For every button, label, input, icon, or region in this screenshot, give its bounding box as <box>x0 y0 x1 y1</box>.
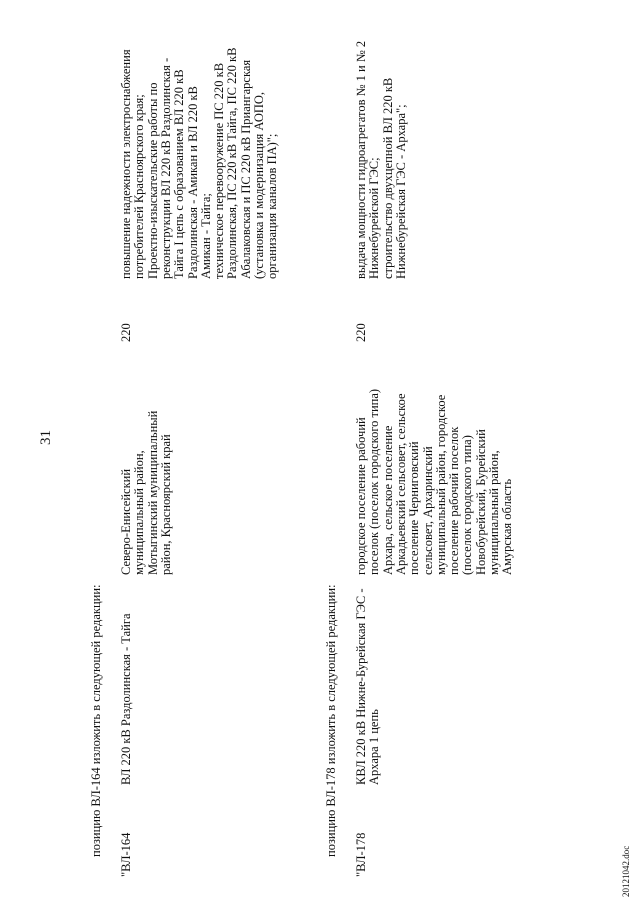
purpose-line: потребителей Красноярского края; <box>132 94 147 279</box>
page-number: 31 <box>38 430 54 445</box>
location-line: муниципальный район, <box>132 450 147 575</box>
section-2-code: "ВЛ-178 <box>354 832 368 877</box>
purpose-line: Нижнебурейская ГЭС - Архара"; <box>393 104 408 279</box>
purpose-line: Раздолинская - Амикан и ВЛ 220 кВ <box>185 86 200 279</box>
purpose-line: Проектно-изыскательские работы по <box>145 82 160 279</box>
purpose-line: Нижнебурейской ГЭС; <box>367 157 382 279</box>
section-1-name-line: ВЛ 220 кВ Раздолинская - Тайга <box>119 613 133 785</box>
location-line: Мотыгинский муниципальный <box>145 410 160 575</box>
name-line: КВЛ 220 кВ Нижне-Бурейская ГЭС - <box>354 588 368 785</box>
footer-filename: 20121042.doc <box>621 845 631 897</box>
location-line: муниципальный район, <box>487 450 501 575</box>
location-line: муниципальный район, городское <box>433 394 448 575</box>
location-line: поселение Черниговский <box>407 441 422 575</box>
purpose-line: (установка и модернизация АОПО, <box>252 91 266 279</box>
section-1-voltage: 220 <box>119 323 133 342</box>
location-line: Амурская область <box>500 478 515 575</box>
purpose-line: Амикан - Тайга; <box>198 193 213 279</box>
purpose-line: выдача мощности гидроагрегатов № 1 и № 2 <box>354 40 368 279</box>
location-line: район, Красноярский край <box>158 434 173 575</box>
purpose-line: техническое перевооружение ПС 220 кВ <box>212 62 227 279</box>
section-1-code: "ВЛ-164 <box>119 832 133 877</box>
purpose-line: реконструкции ВЛ 220 кВ Раздолинская - <box>158 57 173 279</box>
purpose-line: Раздолинская, ПС 220 кВ Тайга, ПС 220 кВ <box>225 47 240 279</box>
location-line: Архара, сельское поселение <box>380 425 395 575</box>
location-line: поселение рабочий поселок <box>447 426 462 575</box>
purpose-line: организация каналов ПА)"; <box>265 133 280 279</box>
location-line: Новобурейский, Бурейский <box>473 429 488 575</box>
section-2-intro: позицию ВЛ-178 изложить в следующей редакции: <box>324 584 338 857</box>
location-line: Аркадьевский сельсовет, сельское <box>393 393 408 575</box>
location-line: городское поселение рабочий <box>354 417 368 575</box>
location-line: (поселок городского типа) <box>460 435 475 575</box>
section-1-intro: позицию ВЛ-164 изложить в следующей редакции: <box>89 584 103 857</box>
location-line: поселок (поселок городского типа) <box>367 388 382 575</box>
location-line: Северо-Енисейский <box>119 468 133 575</box>
section-2-voltage: 220 <box>354 323 368 342</box>
purpose-line: повышение надежности электроснабжения <box>119 49 133 279</box>
purpose-line: Тайга I цепь с образованием ВЛ 220 кВ <box>172 69 187 279</box>
name-line: Архара 1 цепь <box>367 709 382 785</box>
purpose-line: Абалаковская и ПС 220 кВ Приангарская <box>238 59 253 279</box>
purpose-line: строительство двухцепной ВЛ 220 кВ <box>380 77 395 279</box>
location-line: сельсовет, Архаринский <box>420 446 435 575</box>
